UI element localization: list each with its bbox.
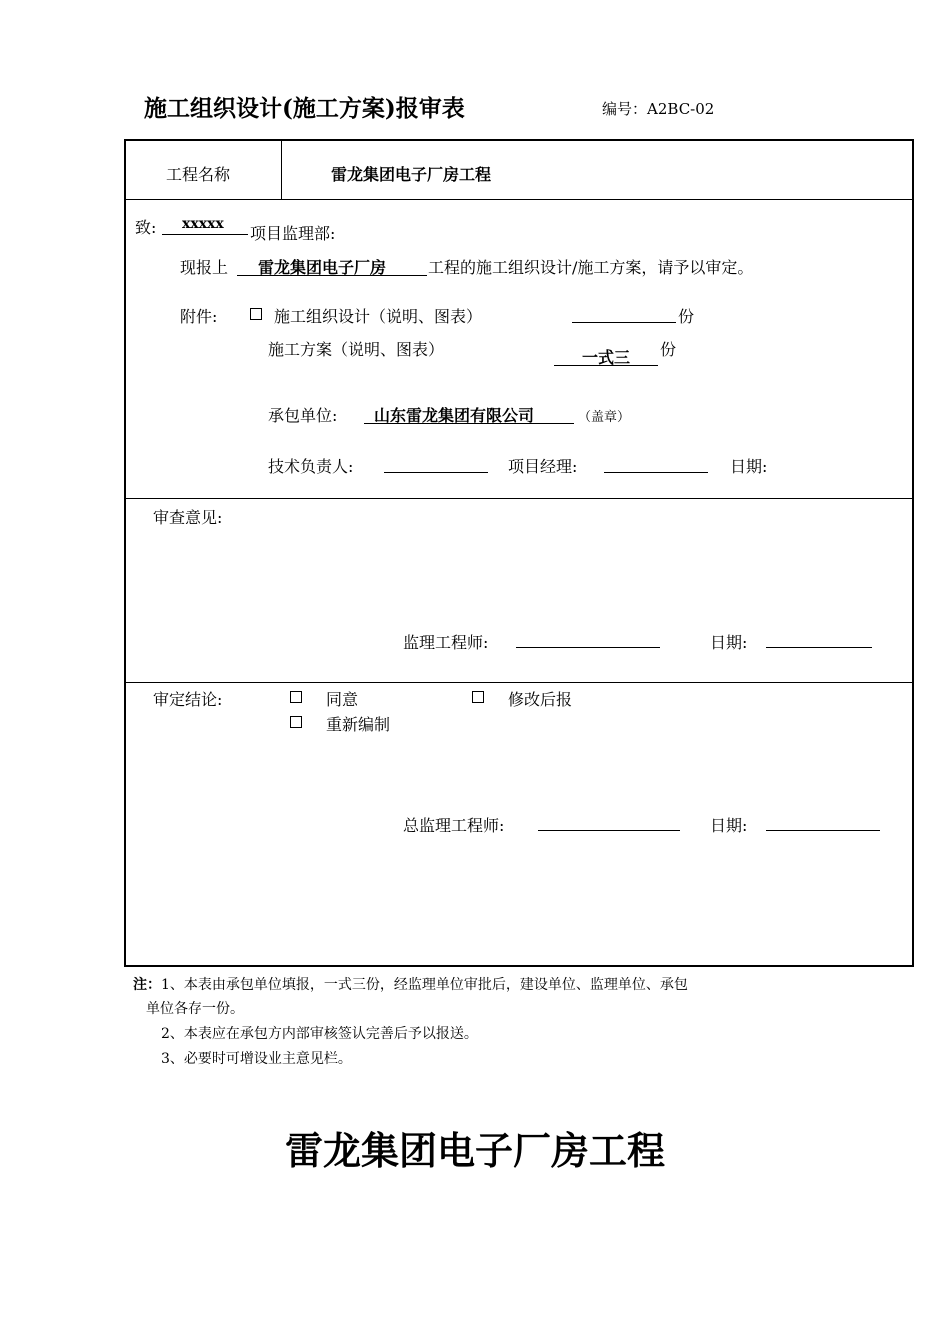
form-table [124,139,914,967]
agree-checkbox-icon[interactable] [290,691,302,703]
attachment-item1-unit: 份 [678,307,695,326]
contractor-underline [364,423,574,424]
attachment-label: 附件: [180,307,218,326]
chief-engineer-label: 总监理工程师: [403,816,505,835]
review-date-label: 日期: [710,633,748,652]
document-number [602,98,714,119]
report-project-underline [237,275,427,276]
contractor-label: 承包单位: [268,406,338,425]
to-label: 致: [135,218,157,237]
revise-checkbox-icon[interactable] [472,691,484,703]
report-suffix: 工程的施工组织设计/施工方案，请予以审定。 [428,258,754,277]
form-title: 施工组织设计(施工方案)报审表 [144,95,465,122]
option-revise: 修改后报 [508,690,573,709]
to-value: xxxxx [182,216,224,232]
row-divider [126,498,912,499]
submission-date-label: 日期: [730,457,768,476]
to-suffix: 项目监理部: [250,224,336,243]
tech-lead-label: 技术负责人: [268,457,354,476]
review-label: 审查意见: [153,508,223,527]
attachment-item2-unit: 份 [660,340,677,359]
note-line-2: 2、本表应在承包方内部审核签认完善后予以报送。 [161,1026,478,1042]
note-line-1b: 单位各存一份。 [146,1001,244,1017]
row-divider [126,682,912,683]
note-line-1 [133,974,688,994]
attachment-item1-blank [572,322,676,323]
supervising-engineer-label: 监理工程师: [403,633,489,652]
report-project: 雷龙集团电子厂房 [258,258,387,277]
attachment-item2-value: 一式三 [582,348,631,367]
footer-project-title: 雷龙集团电子厂房工程 [284,1128,665,1173]
conclusion-date-blank[interactable] [766,830,880,831]
doc-no-value: A2BC-02 [647,100,715,118]
contractor-seal: （盖章） [578,410,631,425]
attachment-checkbox-icon[interactable] [250,308,262,320]
contractor-value: 山东雷龙集团有限公司 [374,406,535,425]
supervising-engineer-blank[interactable] [516,647,660,648]
project-name-label: 工程名称 [166,165,231,184]
option-recompile: 重新编制 [326,715,391,734]
row-divider [126,199,912,200]
to-underline [162,234,248,235]
note-prefix: 注： [133,977,161,993]
attachment-item2-underline [554,365,658,366]
conclusion-date-label: 日期: [710,816,748,835]
attachment-item1: 施工组织设计（说明、图表） [274,307,483,326]
option-agree: 同意 [326,690,359,709]
doc-no-label: 编号： [602,100,648,118]
project-manager-blank[interactable] [604,472,708,473]
project-name-value: 雷龙集团电子厂房工程 [331,165,492,184]
note-1-text: 1、本表由承包单位填报，一式三份，经监理单位审批后，建设单位、监理单位、承包 [161,977,688,993]
project-manager-label: 项目经理: [508,457,578,476]
attachment-item2: 施工方案（说明、图表） [268,340,445,359]
chief-engineer-blank[interactable] [538,830,680,831]
tech-lead-blank[interactable] [384,472,488,473]
conclusion-label: 审定结论: [153,690,223,709]
review-date-blank[interactable] [766,647,872,648]
recompile-checkbox-icon[interactable] [290,716,302,728]
note-line-3: 3、必要时可增设业主意见栏。 [161,1051,352,1067]
report-prefix: 现报上 [180,258,229,277]
column-divider [281,141,282,199]
